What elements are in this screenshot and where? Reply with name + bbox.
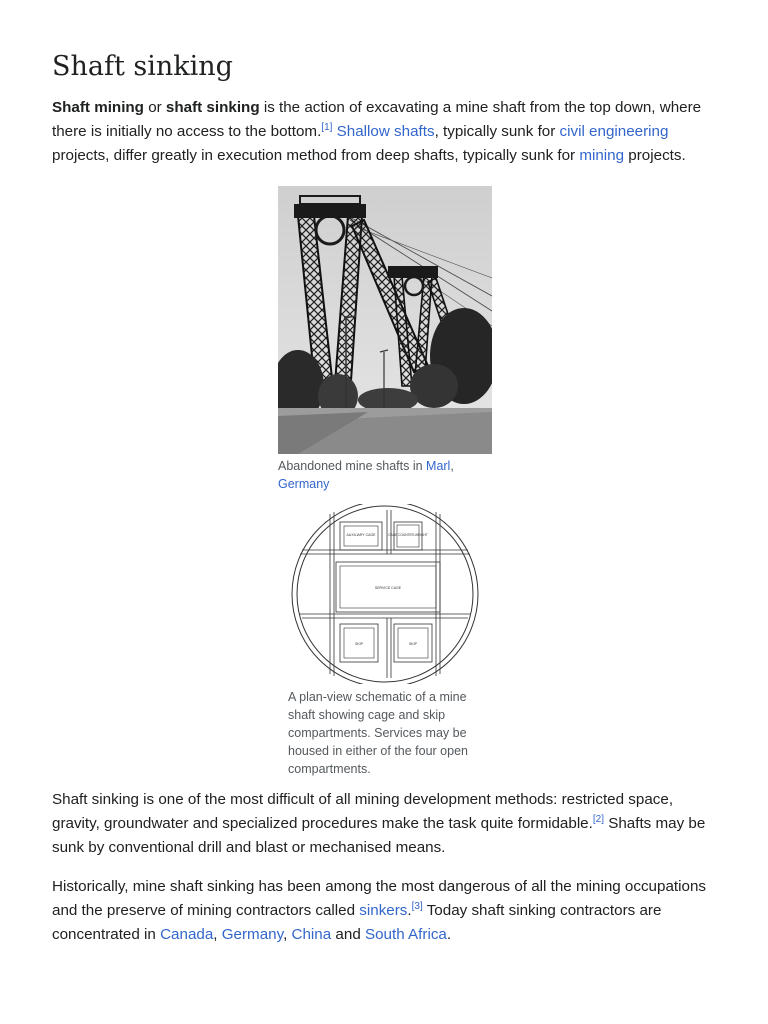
bold-term-shaft-sinking: shaft sinking: [165, 99, 260, 116]
label-skip-left: SKIP: [355, 642, 363, 646]
reference-2-link[interactable]: [2]: [592, 813, 604, 825]
reference-3-link[interactable]: [3]: [411, 900, 423, 912]
shaft-plan-schematic[interactable]: [290, 504, 480, 684]
intro-paragraph: [52, 96, 716, 168]
marl-link[interactable]: Marl: [426, 459, 451, 473]
label-service-cage: SERVICE CAGE: [374, 586, 402, 590]
text: .: [446, 926, 452, 943]
civil-engineering-link[interactable]: civil engineering: [559, 123, 669, 140]
figure-caption: A plan-view schematic of a mine shaft showing cage and skip compartments. Services may be housed in either of the four open compartments.: [288, 690, 468, 776]
text: ,: [213, 926, 222, 943]
text: projects, differ greatly in execution method from deep shafts, typically sunk for: [52, 147, 580, 164]
text: is the action of excavating a mine shaft from the top down, where there is initially no access to the bottom.: [52, 99, 702, 140]
figure-caption: [278, 458, 468, 493]
reference-1-link[interactable]: [1]: [321, 121, 333, 133]
text: , typically sunk for: [434, 123, 560, 140]
mining-link[interactable]: mining: [579, 147, 625, 164]
figure-mine-shafts: [278, 186, 492, 493]
figure-shaft-schematic: [288, 504, 484, 778]
sinkers-link[interactable]: sinkers: [359, 902, 408, 919]
south-africa-link[interactable]: South Africa: [364, 926, 447, 943]
bold-term-shaft-mining: Shaft mining: [52, 99, 144, 116]
text: or: [143, 99, 166, 116]
caption-text: Abandoned mine shafts in: [278, 459, 427, 473]
page-title: Shaft sinking: [52, 51, 233, 82]
text: Historically, mine shaft sinking has been among the most dangerous of all the mining occupations and the preserve of mining contractors called: [52, 878, 706, 919]
text: .: [407, 902, 412, 919]
label-auxiliary-cage: AUXILIARY CAGE: [346, 533, 376, 537]
canada-link[interactable]: Canada: [160, 926, 214, 943]
text: and: [331, 926, 365, 943]
paragraph-difficulty: [52, 788, 716, 860]
label-cage-counterweight: CAGE COUNTER-WEIGHT: [388, 533, 428, 537]
germany-link[interactable]: Germany: [221, 926, 284, 943]
germany-caption-link[interactable]: Germany: [278, 476, 330, 491]
shallow-shafts-link[interactable]: Shallow shafts: [336, 123, 435, 140]
text: Shaft sinking is one of the most difficult of all mining development methods: restricted space, gravity, groundwater and specialized procedures make the task quite formidable.: [52, 791, 674, 832]
text: ,: [283, 926, 292, 943]
china-link[interactable]: China: [291, 926, 332, 943]
caption-text: ,: [450, 459, 454, 473]
text: Shafts may be sunk by conventional drill and blast or mechanised means.: [52, 815, 706, 856]
text: Today shaft sinking contractors are concentrated in: [52, 902, 662, 943]
label-skip-right: SKIP: [409, 642, 417, 646]
mine-headframes-photo[interactable]: [278, 186, 492, 454]
paragraph-history: [52, 875, 716, 947]
text: projects.: [624, 147, 686, 164]
